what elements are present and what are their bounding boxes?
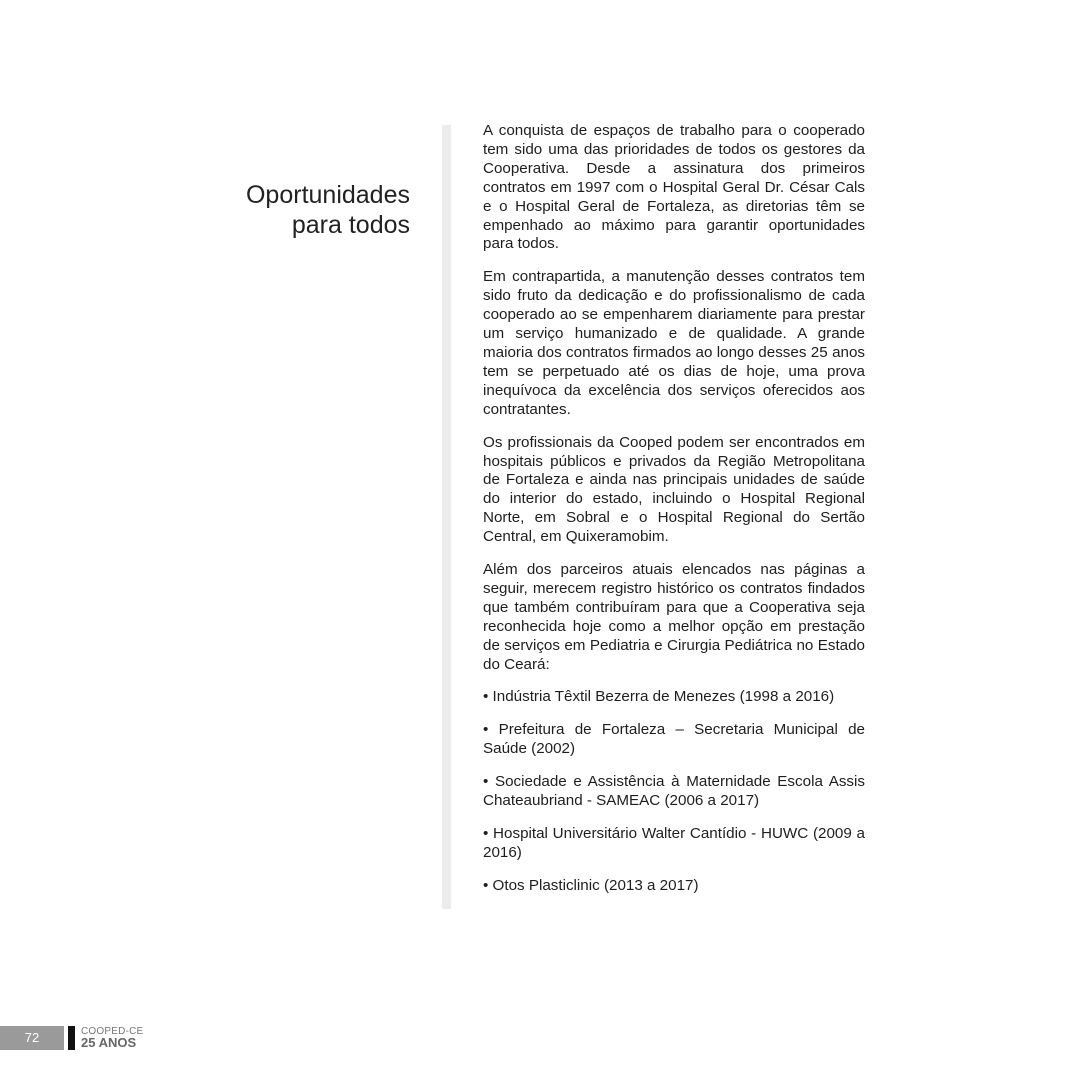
- paragraph-4: Além dos parceiros atuais elencados nas páginas a seguir, merecem registro histórico os contratos findados que também contribuíram para que a Cooperativa seja reconhecida hoje como a melhor opção em prestação de serviços em Pediatria e Cirurgia Pediátrica no Estado do Ceará:: [483, 561, 865, 673]
- list-item: • Sociedade e Assistência à Maternidade Escola Assis Chateaubriand - SAMEAC (2006 a 2017): [483, 773, 865, 810]
- list-item: • Hospital Universitário Walter Cantídio - HUWC (2009 a 2016): [483, 825, 865, 861]
- paragraph-1: A conquista de espaços de trabalho para o cooperado tem sido uma das prioridades de todos os gestores da Cooperativa. Desde a assinatura dos primeiros contratos em 1997 com o Hospital Geral Dr. César Cals e o Hospital Geral de Fortaleza, as diretorias têm se empenhado ao máximo para garantir oportunidades para todos.: [483, 122, 865, 253]
- paragraph-2: Em contrapartida, a manutenção desses contratos tem sido fruto da dedicação e do profissionalismo de cada cooperado ao se empenharem diariamente para prestar um serviço humanizado e de qualidade. A grande maioria dos contratos firmados ao longo desses 25 anos tem se perpetuado até os dias de hoje, uma prova inequívoca da excelência dos serviços oferecidos aos contratantes.: [483, 268, 865, 418]
- brand-name: COOPED-CE: [81, 1026, 144, 1037]
- body-text-column: [483, 122, 865, 910]
- list-item: • Indústria Têxtil Bezerra de Menezes (1998 a 2016): [483, 688, 835, 706]
- section-title-line-1: Oportunidades: [245, 181, 410, 209]
- vertical-divider: [442, 125, 451, 909]
- footer-accent-bar: [68, 1026, 75, 1050]
- list-item: • Otos Plasticlinic (2013 a 2017): [483, 876, 699, 894]
- section-title: [246, 180, 410, 240]
- paragraph-3: Os profissionais da Cooped podem ser encontrados em hospitais públicos e privados da Região Metropolitana de Fortaleza e ainda nas principais unidades de saúde do interior do estado, incluindo o Hospital Regional Norte, em Sobral e o Hospital Regional do Sertão Central, em Quixeramobim.: [483, 433, 865, 546]
- page-number: 72: [0, 1026, 64, 1050]
- list-item: • Prefeitura de Fortaleza – Secretaria Municipal de Saúde (2002): [483, 721, 865, 758]
- brand-anniversary: 25 ANOS: [81, 1035, 137, 1050]
- page-footer: [0, 1026, 160, 1050]
- section-title-line-2: para todos: [291, 211, 410, 239]
